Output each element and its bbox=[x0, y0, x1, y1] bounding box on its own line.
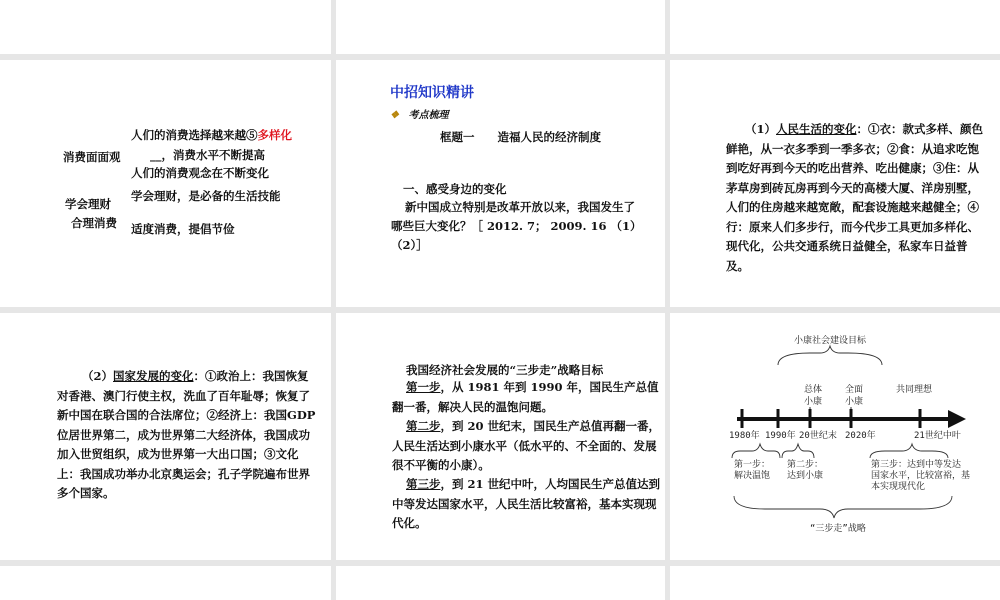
step-2-label-2: 达到小康 bbox=[787, 471, 824, 481]
finance-line-2: 适度消费，提倡节俭 bbox=[131, 222, 235, 236]
slide-partial-bottom-right bbox=[670, 566, 1000, 600]
overall-label-2: 小康 bbox=[804, 397, 823, 407]
strategy-brace bbox=[734, 496, 952, 518]
slide-timeline-diagram[interactable] bbox=[670, 313, 1000, 560]
step-1-label-1: 第一步： bbox=[734, 460, 771, 470]
nation-changes-paragraph: （2）国家发展的变化：①政治上：我国恢复对香港、澳门行使主权，洗血了百年耻辱；恢复了新中国在联合国的合法席位；②经济上：我国GDP位居世界第二，成为世界第二大经济体，我国成功加入世贸组织，成为世界第一大出口国；③文化上：我国成功举办北京奥运会；孔子学院遍布世界多个国家。 bbox=[57, 369, 316, 500]
timeline-arrow-head bbox=[948, 410, 966, 428]
step-1-label-2: 解决温饱 bbox=[734, 471, 771, 481]
life-changes-label: 人民生活的变化 bbox=[776, 122, 857, 136]
year-1990: 1990年 bbox=[765, 431, 796, 441]
common-ideal-label: 共同理想 bbox=[896, 385, 933, 395]
strategy-label: “三步走”战略 bbox=[810, 524, 866, 534]
timeline-diagram bbox=[670, 313, 1000, 560]
slide-nation-changes[interactable] bbox=[0, 313, 331, 560]
life-changes-paragraph: （1）人民生活的变化：①衣：款式多样、颜色鲜艳，从一衣多季到一季多衣；②食：从追求吃饱到吃好再到今天的吃出营养、吃出健康；③住：从茅草房到砖瓦房再到今天的高楼大厦、洋房别墅，人们的住房越来越宽敞，配套设施越来越健全；④行：原来人们多步行，而今代步工具更加多样化、现代化，公共交通系统日益健全，私家车日益普及。 bbox=[726, 122, 984, 273]
section-title: 一、感受身边的变化 bbox=[403, 182, 507, 196]
step-3-paragraph: 第三步，到 21 世纪中叶，人均国民生产总值达到中等发达国家水平，人民生活比较富裕，基本实现现代化。 bbox=[392, 477, 661, 530]
finance-line-1: 学会理财，是必备的生活技能 bbox=[131, 189, 281, 203]
year-2020: 2020年 bbox=[845, 431, 876, 441]
diamond-bullet-icon: ❖ bbox=[390, 110, 399, 121]
page-heading: 中招知识精讲 bbox=[390, 85, 474, 101]
slide-partial-top-right bbox=[670, 0, 1000, 54]
blank-answer-diverse: 多样化 bbox=[257, 128, 292, 142]
slide-partial-top-middle bbox=[336, 0, 665, 54]
slide-three-step-text[interactable] bbox=[336, 313, 665, 560]
consumption-line-2: __，消费水平不断提高 bbox=[150, 148, 265, 162]
full-label-2: 小康 bbox=[845, 397, 864, 407]
goal-brace bbox=[778, 346, 882, 365]
finance-heading-2: 合理消费 bbox=[71, 216, 117, 230]
slide-life-changes[interactable] bbox=[670, 60, 1000, 307]
year-20th-century-end: 20世纪末 bbox=[799, 431, 837, 441]
question-line-1: 新中国成立特别是改革开放以来，我国发生了 bbox=[405, 200, 635, 214]
strategy-title: 我国经济社会发展的“三步走”战略目标 bbox=[406, 363, 604, 377]
year-1980: 1980年 bbox=[729, 431, 760, 441]
overall-label-1: 总体 bbox=[804, 385, 823, 395]
topic-title: 框题一 造福人民的经济制度 bbox=[440, 130, 601, 144]
slide-partial-bottom-left bbox=[0, 566, 331, 600]
question-line-2: 哪些巨大变化？［ 2012. 7； 2009. 16 （1） bbox=[391, 219, 642, 233]
step-3-label-2: 国家水平，比较富裕，基 bbox=[871, 471, 971, 481]
finance-heading-1: 学会理财 bbox=[65, 197, 111, 211]
step-2-label-1: 第二步： bbox=[787, 460, 824, 470]
year-21st-century-mid: 21世纪中叶 bbox=[914, 431, 961, 441]
step-3-label-1: 第三步：达到中等发达 bbox=[871, 460, 962, 470]
nation-changes-label: 国家发展的变化 bbox=[113, 369, 194, 383]
consumption-heading: 消费面面观 bbox=[63, 150, 121, 164]
sub-heading-row: ❖ 考点梳理 bbox=[390, 110, 449, 121]
step-2-paragraph: 第二步，到 20 世纪末，国民生产总值再翻一番，人民生活达到小康水平（低水平的、不全面的、发展很不平衡的小康）。 bbox=[392, 419, 661, 472]
question-line-3: （2）］ bbox=[391, 238, 428, 252]
goal-label: 小康社会建设目标 bbox=[794, 336, 867, 346]
slide-partial-bottom-middle bbox=[336, 566, 665, 600]
step-3-label-3: 本实现现代化 bbox=[871, 482, 926, 492]
slide-knowledge[interactable] bbox=[336, 60, 665, 307]
slide-partial-top-left bbox=[0, 0, 331, 54]
step-1-paragraph: 第一步，从 1981 年到 1990 年，国民生产总值翻一番，解决人民的温饱问题。 bbox=[392, 380, 659, 414]
slide-consumption[interactable] bbox=[0, 60, 331, 307]
consumption-line-3: 人们的消费观念在不断变化 bbox=[131, 166, 269, 180]
consumption-line-1: 人们的消费选择越来越⑤多样化 bbox=[131, 128, 292, 142]
full-label-1: 全面 bbox=[845, 385, 864, 395]
